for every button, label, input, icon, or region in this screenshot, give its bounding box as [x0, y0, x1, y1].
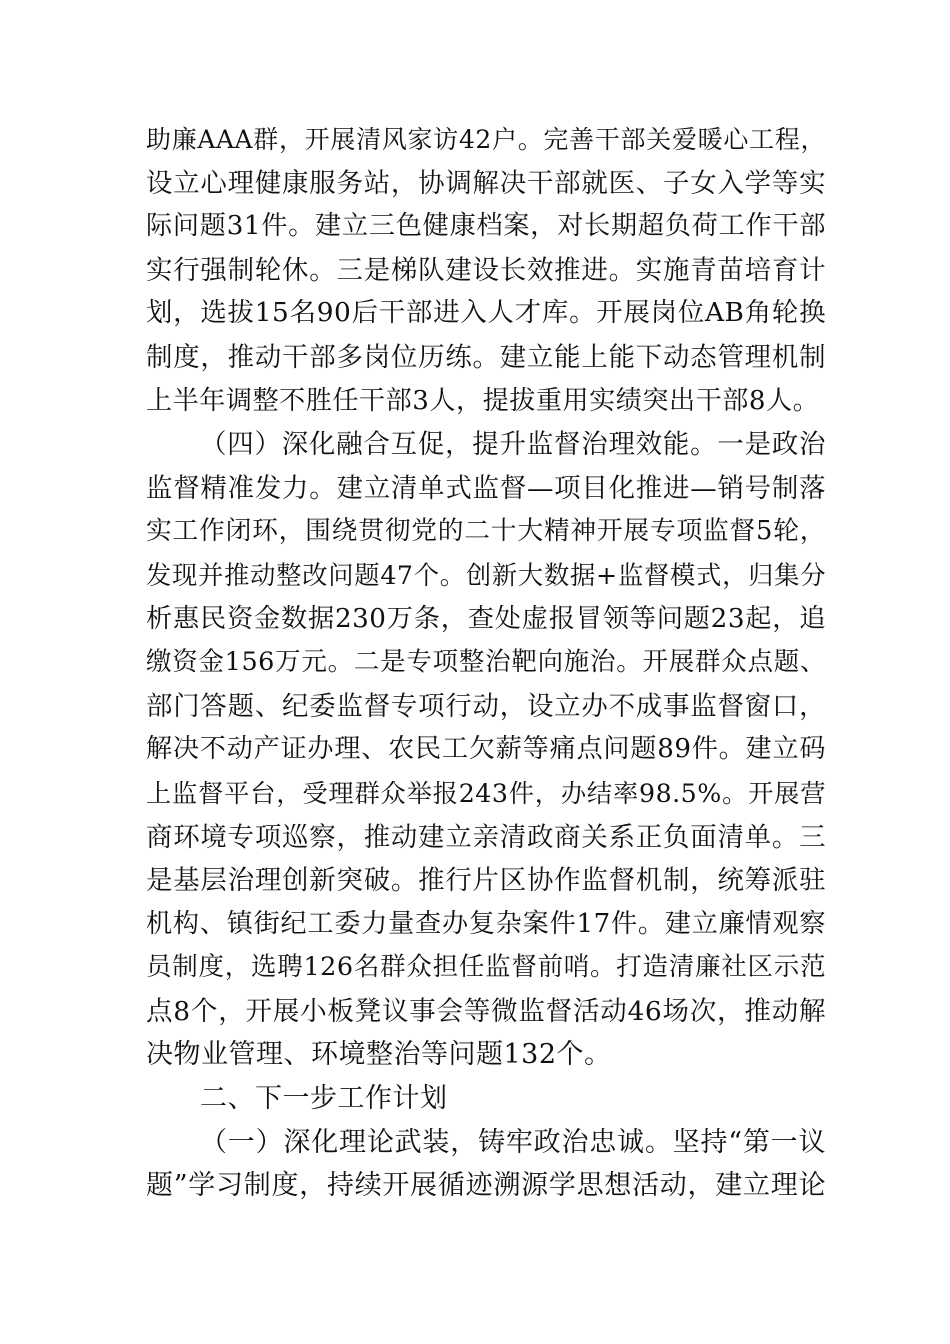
paragraph-line: 解决不动产证办理、农民工欠薪等痛点问题89件。建立码	[146, 734, 826, 765]
paragraph-line: 析惠民资金数据230万条，查处虚报冒领等问题23起，追	[146, 603, 826, 634]
paragraph-line: 实行强制轮休。三是梯队建设长效推进。实施青苗培育计	[146, 254, 826, 286]
paragraph-line: 助廉AAA群，开展清风家访42户。完善干部关爱暖心工程，	[146, 125, 826, 154]
paragraph-line: 部门答题、纪委监督专项行动，设立办不成事监督窗口，	[146, 690, 826, 722]
paragraph-line: 实工作闭环，围绕贯彻党的二十大精神开展专项监督5轮，	[146, 516, 826, 547]
paragraph-line: 上半年调整不胜任干部3人，提拔重用实绩突出干部8人。	[146, 385, 820, 416]
paragraph-line: 员制度，选聘126名群众担任监督前哨。打造清廉社区示范	[146, 952, 826, 983]
paragraph-line: 发现并推动整改问题47个。创新大数据+监督模式，归集分	[146, 560, 826, 590]
section-title: 二、下一步工作计划	[200, 1083, 448, 1115]
paragraph-line: 上监督平台，受理群众举报243件，办结率98.5%。开展营	[146, 778, 826, 808]
section-heading-line: （四）深化融合互促，提升监督治理效能。一是政治	[200, 429, 826, 461]
paragraph-line: 商环境专项巡察，推动建立亲清政商关系正负面清单。三	[146, 821, 826, 853]
paragraph-line: 机构、镇街纪工委力量查办复杂案件17件。建立廉情观察	[146, 908, 826, 939]
paragraph-line: 际问题31件。建立三色健康档案，对长期超负荷工作干部	[146, 211, 826, 242]
paragraph-line: 点8个，开展小板凳议事会等微监督活动46场次，推动解	[146, 995, 826, 1027]
paragraph-line: 决物业管理、环境整治等问题132个。	[146, 1039, 612, 1071]
paragraph-line: 是基层治理创新突破。推行片区协作监督机制，统筹派驻	[146, 865, 826, 897]
paragraph-line: 缴资金156万元。二是专项整治靶向施治。开展群众点题、	[146, 647, 826, 678]
paragraph-line: 题”学习制度，持续开展循迹溯源学思想活动，建立理论	[146, 1170, 826, 1202]
paragraph-line: 监督精准发力。建立清单式监督—项目化推进—销号制落	[146, 472, 826, 504]
document-body	[146, 118, 826, 1208]
paragraph-line: 制度，推动干部多岗位历练。建立能上能下动态管理机制	[146, 341, 826, 373]
paragraph-line: 设立心理健康服务站，协调解决干部就医、子女入学等实	[146, 167, 826, 199]
paragraph-line: 划，选拔15名90后干部进入人才库。开展岗位AB角轮换	[146, 298, 826, 329]
section-heading-line: （一）深化理论武装，铸牢政治忠诚。坚持“第一议	[200, 1126, 826, 1158]
